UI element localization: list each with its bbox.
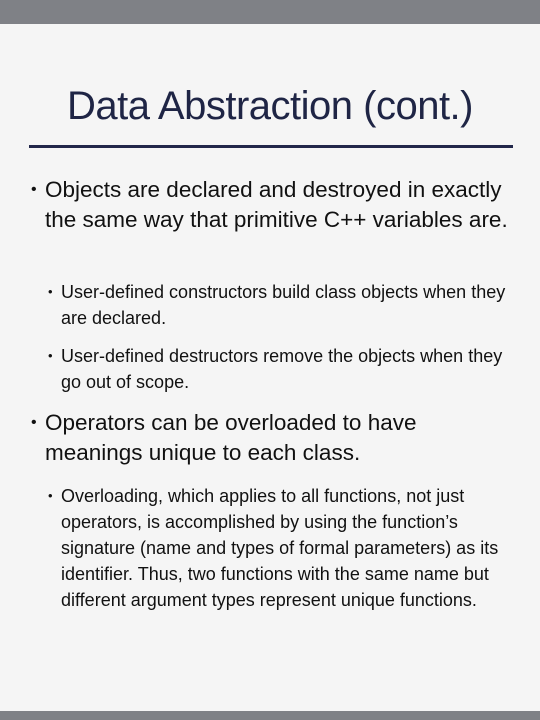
bullet-text: Operators can be overloaded to have meanings unique to each class. bbox=[45, 410, 417, 465]
subbullet-constructors bbox=[48, 279, 521, 331]
title-underline bbox=[29, 145, 513, 148]
top-decorative-bar bbox=[0, 0, 540, 24]
bullet-text: Overloading, which applies to all functions, not just operators, is accomplished by using the function’s signature (name and types of formal parameters) as its identifier. Thus, two functions with the same name but different argument types represent unique functions. bbox=[61, 486, 499, 610]
subbullet-overloading bbox=[48, 483, 521, 613]
bullet-objects-declared bbox=[31, 175, 515, 235]
slide-title: Data Abstraction (cont.) bbox=[67, 84, 473, 128]
bullet-text: Objects are declared and destroyed in exactly the same way that primitive C++ variables are. bbox=[45, 177, 508, 232]
bullet-dot-icon: • bbox=[31, 414, 37, 431]
bottom-decorative-bar bbox=[0, 711, 540, 720]
bullet-text: User-defined constructors build class objects when they are declared. bbox=[61, 282, 506, 328]
bullet-operators-overloaded bbox=[31, 408, 515, 468]
bullet-dot-icon: • bbox=[48, 488, 53, 503]
bullet-text: User-defined destructors remove the objects when they go out of scope. bbox=[61, 346, 503, 392]
bullet-dot-icon: • bbox=[31, 181, 37, 198]
bullet-dot-icon: • bbox=[48, 284, 53, 299]
subbullet-destructors bbox=[48, 343, 521, 395]
bullet-dot-icon: • bbox=[48, 348, 53, 363]
